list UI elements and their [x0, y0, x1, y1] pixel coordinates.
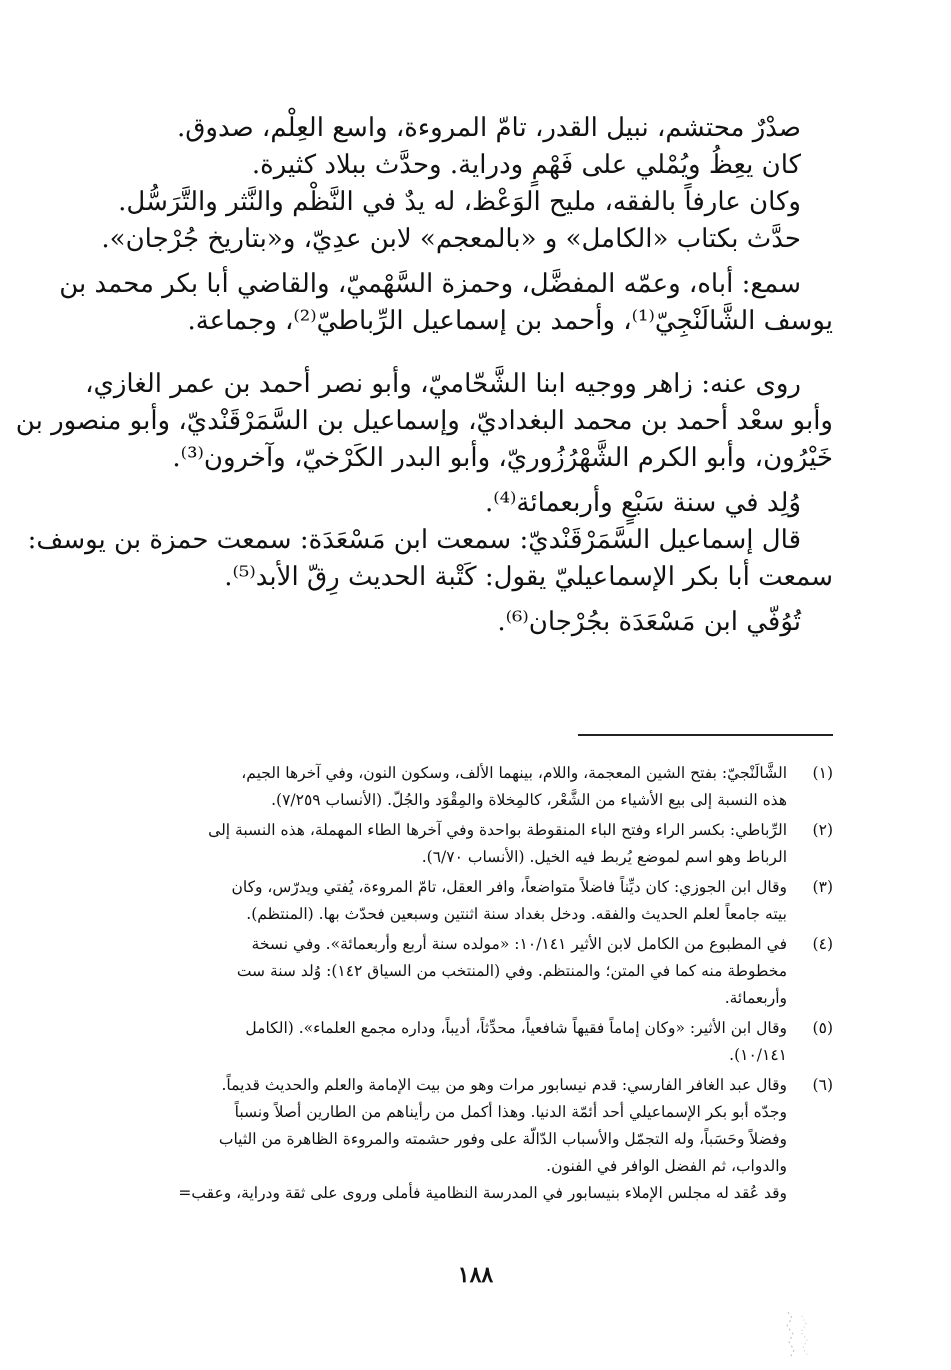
footnote-line: وفضلاً وحَسَباً، وله التجمّل والأسباب الدّالّة على وفور حشمته والمروءة الظاهرة من الثياب: [218, 1130, 787, 1148]
footnote-number: (٥): [812, 1019, 833, 1037]
text-line: قال إسماعيل السَّمَرْقَنْديّ: سمعت ابن مَسْعَدَة: سمعت حمزة بن يوسف:: [27, 525, 801, 555]
paragraph-students-cont: [15, 403, 833, 477]
footnote-body: [118, 931, 787, 1012]
footnote-line: بيته جامعاً لعلم الحديث والفقه. ودخل بغداد سنة اثنتين وسبعين فحدّث بها. (المنتظم).: [246, 905, 787, 923]
footnote-line: ١٠/١٤١).: [729, 1046, 787, 1064]
footnote-2: [118, 817, 833, 871]
footnote-divider: [578, 734, 833, 736]
text-line: حدَّث بكتاب «الكامل» و «بالمعجم» لابن عدِيّ، و«بتاريخ جُرْجان».: [101, 224, 801, 254]
text-line: سمع: أباه، وعمّه المفضَّل، وحمزة السَّهْميّ، والقاضي أبا بكر محمد بن: [59, 269, 801, 299]
text-line: وكان عارفاً بالفقه، مليح الوَعْظ، له يدٌ في النَّظْم والنَّثر والتَّرَسُّل.: [118, 187, 801, 217]
paragraph-teachers-cont: [118, 303, 833, 340]
footnote-1: [118, 760, 833, 814]
footnote-line: وأربعمائة.: [724, 989, 787, 1007]
text-line: خَيْرُون، وأبو الكرم الشَّهْرُزُوريّ، وأبو البدر الكَرْخيّ، وآخرون⁽³⁾.: [172, 443, 833, 473]
footnote-number: (٤): [812, 935, 833, 953]
paragraph-quote: [27, 522, 833, 559]
footnote-number: (١): [812, 764, 833, 782]
footnote-body: [118, 1072, 787, 1207]
footnote-number: (٣): [812, 878, 833, 896]
text-line: سمعت أبا بكر الإسماعيليّ يقول: كَتْبة الحديث رِقّ الأبد⁽⁵⁾.: [224, 562, 833, 592]
footnote-line: وجدّه أبو بكر الإسماعيلي أحد أئمّة الدنيا. وهذا أكمل من رأيناهم من الطارين أصلاً ونسباً: [234, 1103, 787, 1121]
footnote-line: الشَّالَنْجيّ: بفتح الشين المعجمة، واللام، بينهما الألف، وسكون النون، وفي آخرها الجيم،: [241, 764, 787, 782]
footnote-line: والدواب، ثم الفضل الوافر في الفنون.: [546, 1157, 787, 1175]
footnote-line: الرباط وهو اسم لموضع يُربط فيه الخيل. (الأنساب ٦/٧٠).: [421, 848, 787, 866]
footnote-5: [118, 1015, 833, 1069]
footnote-4: [118, 931, 833, 1012]
footnote-line: الرِّباطي: بكسر الراء وفتح الباء المنقوطة بواحدة وفي آخرها الطاء المهملة، هذه النسبة إلى: [208, 821, 787, 839]
main-text: [15, 110, 833, 641]
paragraph-students: [85, 366, 833, 403]
text-line: روى عنه: زاهر ووجيه ابنا الشَّحّاميّ، وأبو نصر أحمد بن عمر الغازي،: [85, 369, 801, 399]
footnote-3: [118, 874, 833, 928]
footnote-line: وقال ابن الجوزي: كان ديِّناً فاضلاً متواضعاً، وافر العقل، تامّ المروءة، يُفتي ويدرّس، وكان: [231, 878, 787, 896]
text-line: يوسف الشَّالَنْجِيّ⁽¹⁾، وأحمد بن إسماعيل الرِّباطيّ⁽²⁾، وجماعة.: [187, 306, 833, 336]
footnote-line: وقال عبد الغافر الفارسي: قدم نيسابور مرات وهو من بيت الإمامة والعلم والحديث قديماً.: [221, 1076, 787, 1094]
text-line: كان يعِظُ ويُمْلي على فَهْمٍ ودراية. وحدَّث ببلاد كثيرة.: [251, 150, 801, 180]
paragraph-quote-cont: [118, 559, 833, 596]
footnote-line: في المطبوع من الكامل لابن الأثير ١٠/١٤١: «مولده سنة أربع وأربعمائة». وفي نسخة: [251, 935, 787, 953]
footnote-line: وقد عُقد له مجلس الإملاء بنيسابور في المدرسة النظامية فأملى وروى على ثقة ودراية، وعقب=: [178, 1184, 787, 1202]
footnote-line: هذه النسبة إلى بيع الأشياء من الشَّعْر، كالمِخلاة والمِقْوَد والجُلّ. (الأنساب ٧/٢٥٩).: [271, 791, 787, 809]
footnote-line: مخطوطة منه كما في المتن؛ والمنتظم. وفي (المنتخب من السياق ١٤٢): وُلد سنة ست: [236, 962, 787, 980]
text-line: صدْرٌ محتشم، نبيل القدر، تامّ المروءة، واسع العِلْم، صدوق.: [176, 113, 801, 143]
text-line: تُوُفّي ابن مَسْعَدَة بجُرْجان⁽⁶⁾.: [497, 607, 801, 637]
paragraph-description: [101, 110, 833, 258]
text-line: وُلِد في سنة سَبْعٍ وأربعمائة⁽⁴⁾.: [484, 488, 801, 518]
text-line: وأبو سعْد أحمد بن محمد البغداديّ، وإسماعيل بن السَّمَرْقَنْديّ، وأبو منصور بن: [15, 406, 833, 436]
paragraph-teachers: [59, 266, 833, 303]
paragraph-death: [118, 604, 833, 641]
footnote-6: [118, 1072, 833, 1207]
paragraph-birth: [118, 485, 833, 522]
footnotes: [118, 760, 833, 1210]
footnote-body: [118, 874, 787, 928]
footnote-line: وقال ابن الأثير: «وكان إماماً فقيهاً شافعياً، محدِّثاً، أديباً، وداره مجمع العلماء». (الكامل: [245, 1019, 787, 1037]
page-number: ١٨٨: [457, 1262, 494, 1288]
footnote-number: (٦): [812, 1076, 833, 1094]
scan-smudge-mark: [778, 1308, 824, 1362]
footnote-body: [118, 817, 787, 871]
footnote-number: (٢): [812, 821, 833, 839]
footnote-body: [118, 760, 787, 814]
footnote-body: [118, 1015, 787, 1069]
